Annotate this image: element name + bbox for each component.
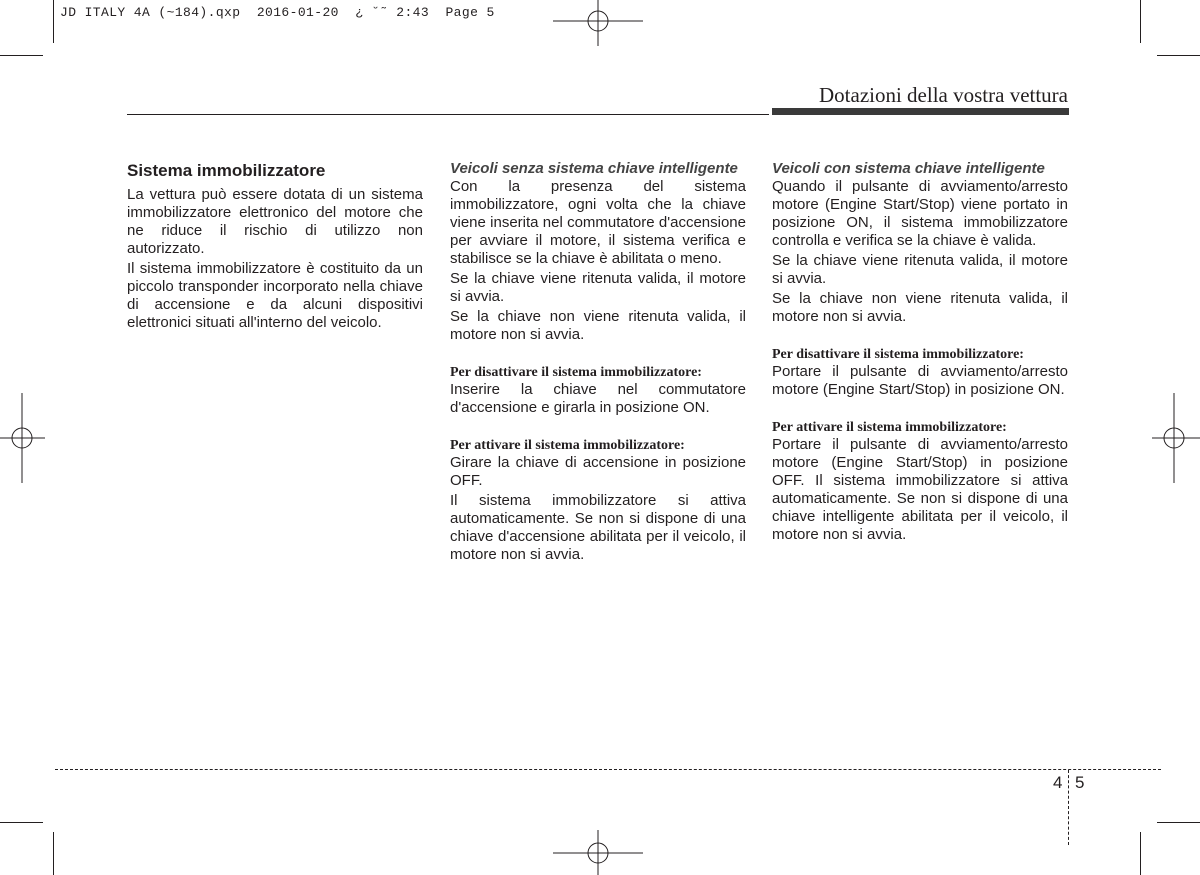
paragraph: Portare il pulsante di avviamento/arresto motore (Engine Start/Stop) in posizione ON. — [772, 363, 1068, 398]
page-number-divider — [1068, 770, 1069, 845]
registration-mark-left — [0, 393, 45, 483]
procedure-title-disable: Per disattivare il sistema immobilizzatore: — [772, 347, 1024, 362]
registration-mark-right — [1152, 393, 1200, 483]
section-title: Dotazioni della vostra vettura — [819, 83, 1068, 107]
paragraph: Se la chiave non viene ritenuta valida, il motore non si avvia. — [772, 290, 1068, 325]
page-number: 5 — [1075, 773, 1085, 792]
paragraph: Se la chiave viene ritenuta valida, il motore si avvia. — [450, 270, 746, 305]
procedure-title-enable: Per attivare il sistema immobilizzatore: — [450, 438, 685, 453]
procedure-title-disable: Per disattivare il sistema immobilizzatore: — [450, 365, 702, 380]
header-bar — [772, 108, 1069, 115]
column-intro — [127, 160, 423, 334]
paragraph: Girare la chiave di accensione in posizione OFF. — [450, 454, 746, 489]
paragraph: Il sistema immobilizzatore è costituito da un piccolo transponder incorporato nella chiave di accensione e da alcuni dispositivi elettronici situati all'interno del veicolo. — [127, 260, 423, 331]
paragraph: Quando il pulsante di avviamento/arresto motore (Engine Start/Stop) viene portato in posizione ON, il sistema immobilizzatore controlla e verifica se la chiave è valida. — [772, 178, 1068, 249]
paragraph: Se la chiave non viene ritenuta valida, il motore non si avvia. — [450, 308, 746, 343]
chapter-number: 4 — [1053, 773, 1063, 792]
registration-mark-bottom — [553, 830, 643, 875]
column-standard-key — [450, 160, 746, 566]
paragraph: Il sistema immobilizzatore si attiva automaticamente. Se non si dispone di una chiave d'accensione abilitata per il veicolo, il motore non si avvia. — [450, 492, 746, 563]
procedure-title-enable: Per attivare il sistema immobilizzatore: — [772, 420, 1007, 435]
paragraph: Inserire la chiave nel commutatore d'accensione e girarla in posizione ON. — [450, 381, 746, 416]
column-smart-key — [772, 160, 1068, 546]
paragraph: Con la presenza del sistema immobilizzatore, ogni volta che la chiave viene inserita nel commutatore d'accensione per avviare il motore, il sistema verifica e stabilisce se la chiave è abilitata o meno. — [450, 178, 746, 267]
section-heading: Sistema immobilizzatore — [127, 161, 326, 180]
print-slug-line: JD ITALY 4A (~184).qxp 2016-01-20 ¿ ˘˜ 2:43 Page 5 — [60, 5, 495, 20]
paragraph: Portare il pulsante di avviamento/arresto motore (Engine Start/Stop) in posizione OFF. Il sistema immobilizzatore si attiva automaticamente. Se non si dispone di una chiave intelligente abilitata per il veicolo, il motore non si avvia. — [772, 436, 1068, 543]
paragraph: La vettura può essere dotata di un sistema immobilizzatore elettronico del motore che ne riduce il rischio di utilizzo non autorizzato. — [127, 186, 423, 257]
header-rule — [127, 114, 769, 115]
subheading: Veicoli con sistema chiave intelligente — [772, 160, 1045, 177]
subheading: Veicoli senza sistema chiave intelligente — [450, 160, 738, 177]
footer-rule — [55, 769, 1161, 770]
paragraph: Se la chiave viene ritenuta valida, il motore si avvia. — [772, 252, 1068, 287]
registration-mark-top — [553, 0, 643, 46]
